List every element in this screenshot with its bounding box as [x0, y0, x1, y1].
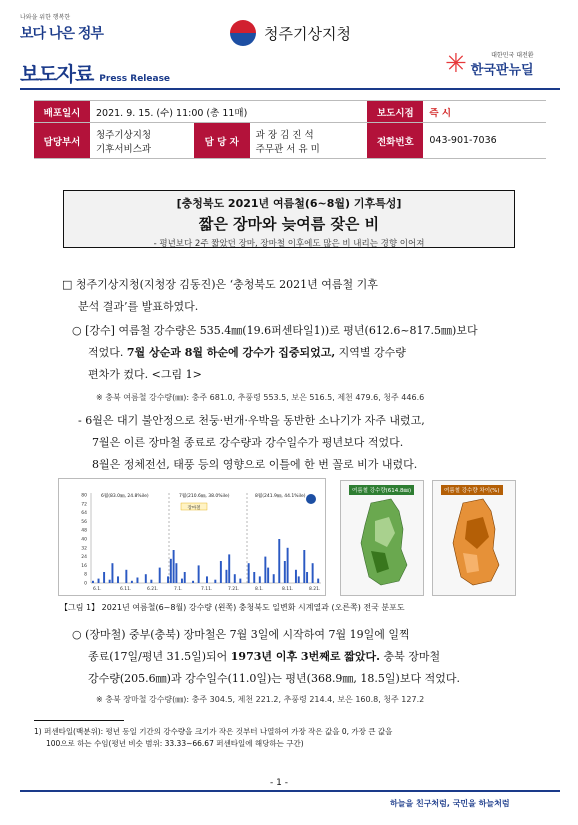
headline-box: [63, 190, 515, 248]
y-tick-label: 8: [84, 572, 87, 578]
rain-bar: [145, 574, 147, 583]
dept-value-1: 청주기상지청: [96, 129, 152, 141]
y-tick-label: 56: [81, 519, 87, 525]
footnote-line1: 1) 퍼센타일(백분위): 평년 동일 기간의 강수량을 크기가 작은 것부터 나열하여 가장 작은 값을 0, 가장 큰 값을: [34, 727, 393, 736]
paragraph-1: [62, 274, 532, 318]
p2-bullet: ○ [강수]: [72, 324, 119, 337]
title-ko: 보도자료: [20, 62, 94, 86]
rain-bar: [117, 576, 119, 583]
p2-l2a: 적었다.: [88, 346, 127, 359]
d1-line2: 7월은 이른 장마철 종료로 강수량과 강수일수가 평년보다 적었다.: [92, 436, 404, 449]
x-tick-label: 6.11.: [120, 587, 132, 592]
rain-bar: [303, 550, 305, 583]
rain-bar: [167, 576, 169, 583]
x-tick-label: 7.1.: [174, 587, 183, 592]
footnote-line2: 100으로 하는 수임(평년 비슷 범위: 33.33~66.67 퍼센타일에 해당하는 구간): [46, 739, 304, 748]
footer-rule: [20, 790, 560, 792]
p1-line1: □ 청주기상지청(지청장 김동진)은 ‘충청북도 2021년 여름철 기후: [62, 278, 378, 291]
page-number: - 1 -: [270, 778, 288, 788]
y-tick-label: 16: [81, 563, 87, 569]
gov-logo: [20, 12, 110, 56]
rainfall-chart-svg: [59, 479, 327, 597]
p1-line2: 분석 결과’를 발표하였다.: [78, 300, 199, 313]
rain-bar: [125, 570, 127, 583]
rain-bar: [136, 578, 138, 584]
rain-bar: [234, 574, 236, 583]
note-1: ※ 충북 여름철 강수량(㎜): 충주 681.0, 추풍령 553.5, 보은 516.5, 제천 479.6, 청주 446.6: [96, 393, 425, 402]
y-tick-label: 64: [81, 511, 87, 517]
rain-bar: [228, 554, 230, 583]
press-release-title: [20, 58, 560, 88]
footnote-rule: [34, 720, 124, 721]
rain-bar: [225, 570, 227, 583]
p3-line1: ○ (장마철) 중부(충북) 장마철은 7월 3일에 시작하여 7월 19일에 일찍: [72, 628, 410, 641]
footnote: [34, 726, 554, 750]
p3-line2: [72, 646, 532, 668]
chart-label-jul: 7월(210.6㎜, 38.0%ile): [179, 494, 230, 499]
p3-l2c: 충북 장마철: [380, 650, 441, 663]
rain-bar: [170, 559, 172, 583]
rain-bar: [298, 576, 300, 583]
x-tick-label: 6.21.: [147, 587, 159, 592]
rain-bar: [198, 565, 200, 583]
rain-bar: [159, 568, 161, 583]
dept-value: [90, 123, 194, 159]
rain-bar: [295, 570, 297, 583]
y-tick-label: 72: [81, 502, 87, 508]
person-label: 담 당 자: [194, 123, 250, 159]
rainfall-chart: [58, 478, 326, 596]
dist-label: 배포일시: [34, 101, 90, 123]
rainfall-map: [340, 480, 424, 596]
report-value: 즉 시: [423, 101, 546, 123]
rain-bar: [253, 572, 255, 583]
rain-bar: [192, 581, 194, 583]
person-value: [250, 123, 368, 159]
gov-logo-tagline: 나와을 위한 행복한: [20, 14, 71, 21]
header-rule: [20, 88, 560, 90]
x-tick-label: 8.11.: [282, 587, 294, 592]
rainy-season-badge: 장마철: [187, 506, 201, 511]
p2-line1: [72, 320, 532, 342]
taeguk-icon: [230, 20, 256, 46]
rain-bar: [173, 550, 175, 583]
phone-label: 전화번호: [367, 123, 423, 159]
headline-title: 짧은 장마와 늦여름 잦은 비: [198, 215, 380, 233]
paragraph-2: [72, 320, 532, 386]
paragraph-3: [72, 624, 532, 690]
newdeal-small: 대한민국 대전환: [491, 52, 534, 59]
report-label: 보도시점: [367, 101, 423, 123]
rain-bar: [92, 581, 94, 583]
rain-bar: [284, 561, 286, 583]
rain-bar: [306, 572, 308, 583]
rain-bar: [109, 580, 111, 583]
agency-name: 청주기상지청: [264, 24, 351, 43]
y-tick-label: 0: [84, 581, 87, 587]
rain-bar: [267, 568, 269, 583]
title-en: Press Release: [99, 74, 171, 84]
korea-anomaly-map-svg: [433, 481, 517, 597]
chart-label-jun: 6월(83.0㎜, 24.8%ile): [101, 494, 149, 499]
y-tick-label: 80: [81, 493, 87, 499]
dist-value: 2021. 9. 15. (수) 11:00 (총 11매): [90, 101, 367, 123]
p2-line1-text: 여름철 강수량은 535.4㎜(19.6퍼센타일1))로 평년(612.6~817.5㎜)보다: [118, 324, 478, 337]
headline-kicker: [충청북도 2021년 여름철(6~8월) 기후특성]: [176, 197, 402, 210]
rain-bar: [150, 580, 152, 583]
rain-bar: [103, 572, 105, 583]
headline-subtitle: - 평년보다 2주 짧았던 장마, 장마철 이후에도 많은 비 내리는 경향 이어져: [153, 239, 425, 249]
y-tick-label: 40: [81, 537, 87, 543]
rain-bar: [287, 548, 289, 583]
note-2: ※ 충북 장마철 강수량(㎜): 충주 304.5, 제천 221.2, 추풍령 214.4, 보은 160.8, 청주 127.2: [96, 695, 425, 704]
map2-label: 여름철 강수량 차이(%): [441, 485, 503, 495]
kma-logo-icon: [306, 494, 316, 504]
rainfall-anomaly-map: [432, 480, 516, 596]
person-value-2: 주무관 서 유 미: [255, 143, 320, 155]
p3-l2b: 1973년 이후 3번째로 짧았다.: [230, 650, 381, 663]
rain-bar: [184, 572, 186, 583]
p2-l2c: 지역별 강수량: [335, 346, 406, 359]
detail-paragraph: [78, 410, 538, 476]
d1-line3: 8월은 정체전선, 태풍 등의 영향으로 이틀에 한 번 꼴로 비가 내렸다.: [92, 458, 418, 471]
dept-value-2: 기후서비스과: [96, 143, 152, 155]
rain-bar: [181, 579, 183, 583]
chart-label-aug: 8월(241.9㎜, 44.1%ile): [255, 494, 306, 499]
figure-caption: 【그림 1】 2021년 여름철(6~8월) 강수량 (왼쪽) 충청북도 일변화 시계열과 (오른쪽) 전국 분포도: [60, 603, 405, 612]
dept-label: 담당부서: [34, 123, 90, 159]
rain-bar: [131, 581, 133, 583]
p3-l2a: 종료(17일/평년 31.5일)되어: [88, 650, 231, 663]
rain-bar: [206, 576, 208, 583]
map1-label: 여름철 강수량(614.8㎜): [349, 485, 414, 495]
x-tick-label: 6.1.: [93, 587, 102, 592]
person-value-1: 과 장 김 진 석: [255, 129, 314, 141]
p3-line3: 강수량(205.6㎜)과 강수일수(11.0일)는 평년(368.9㎜, 18.5일)보다 적었다.: [88, 672, 460, 685]
rain-bar: [264, 557, 266, 583]
y-tick-label: 32: [81, 546, 87, 552]
rain-bar: [312, 563, 314, 583]
x-tick-label: 8.1.: [255, 587, 264, 592]
rain-bar: [175, 563, 177, 583]
newdeal-big: 한국판뉴딜: [470, 63, 534, 78]
rain-bar: [278, 539, 280, 583]
info-table: [34, 100, 546, 159]
rain-bar: [259, 576, 261, 583]
korea-rainfall-map-svg: [341, 481, 425, 597]
newdeal-star-icon: ✳: [445, 49, 467, 79]
rain-bar: [220, 561, 222, 583]
gov-logo-text: 보다 나은 정부: [20, 26, 103, 42]
rain-bar: [239, 579, 241, 583]
p2-line2: [72, 342, 532, 364]
x-tick-label: 7.21.: [228, 587, 240, 592]
x-tick-label: 8.21.: [309, 587, 321, 592]
rain-bar: [111, 563, 113, 583]
p2-line3: 편차가 컸다. <그림 1>: [88, 368, 202, 381]
agency-logo: [230, 18, 390, 48]
slogan: 하늘을 친구처럼, 국민을 하늘처럼: [390, 799, 510, 808]
y-tick-label: 48: [81, 528, 87, 534]
d1-line1: - 6월은 대기 불안정으로 천둥·번개·우박을 동반한 소나기가 자주 내렸고,: [78, 414, 425, 427]
rain-bar: [248, 563, 250, 583]
phone-value: 043-901-7036: [423, 123, 546, 159]
rain-bar: [273, 574, 275, 583]
rain-bar: [214, 580, 216, 583]
y-tick-label: 24: [81, 555, 87, 561]
rain-bar: [98, 579, 100, 583]
x-tick-label: 7.11.: [201, 587, 213, 592]
rain-bar: [317, 579, 319, 583]
p2-l2b: 7월 상순과 8월 하순에 강수가 집중되었고,: [126, 346, 336, 359]
